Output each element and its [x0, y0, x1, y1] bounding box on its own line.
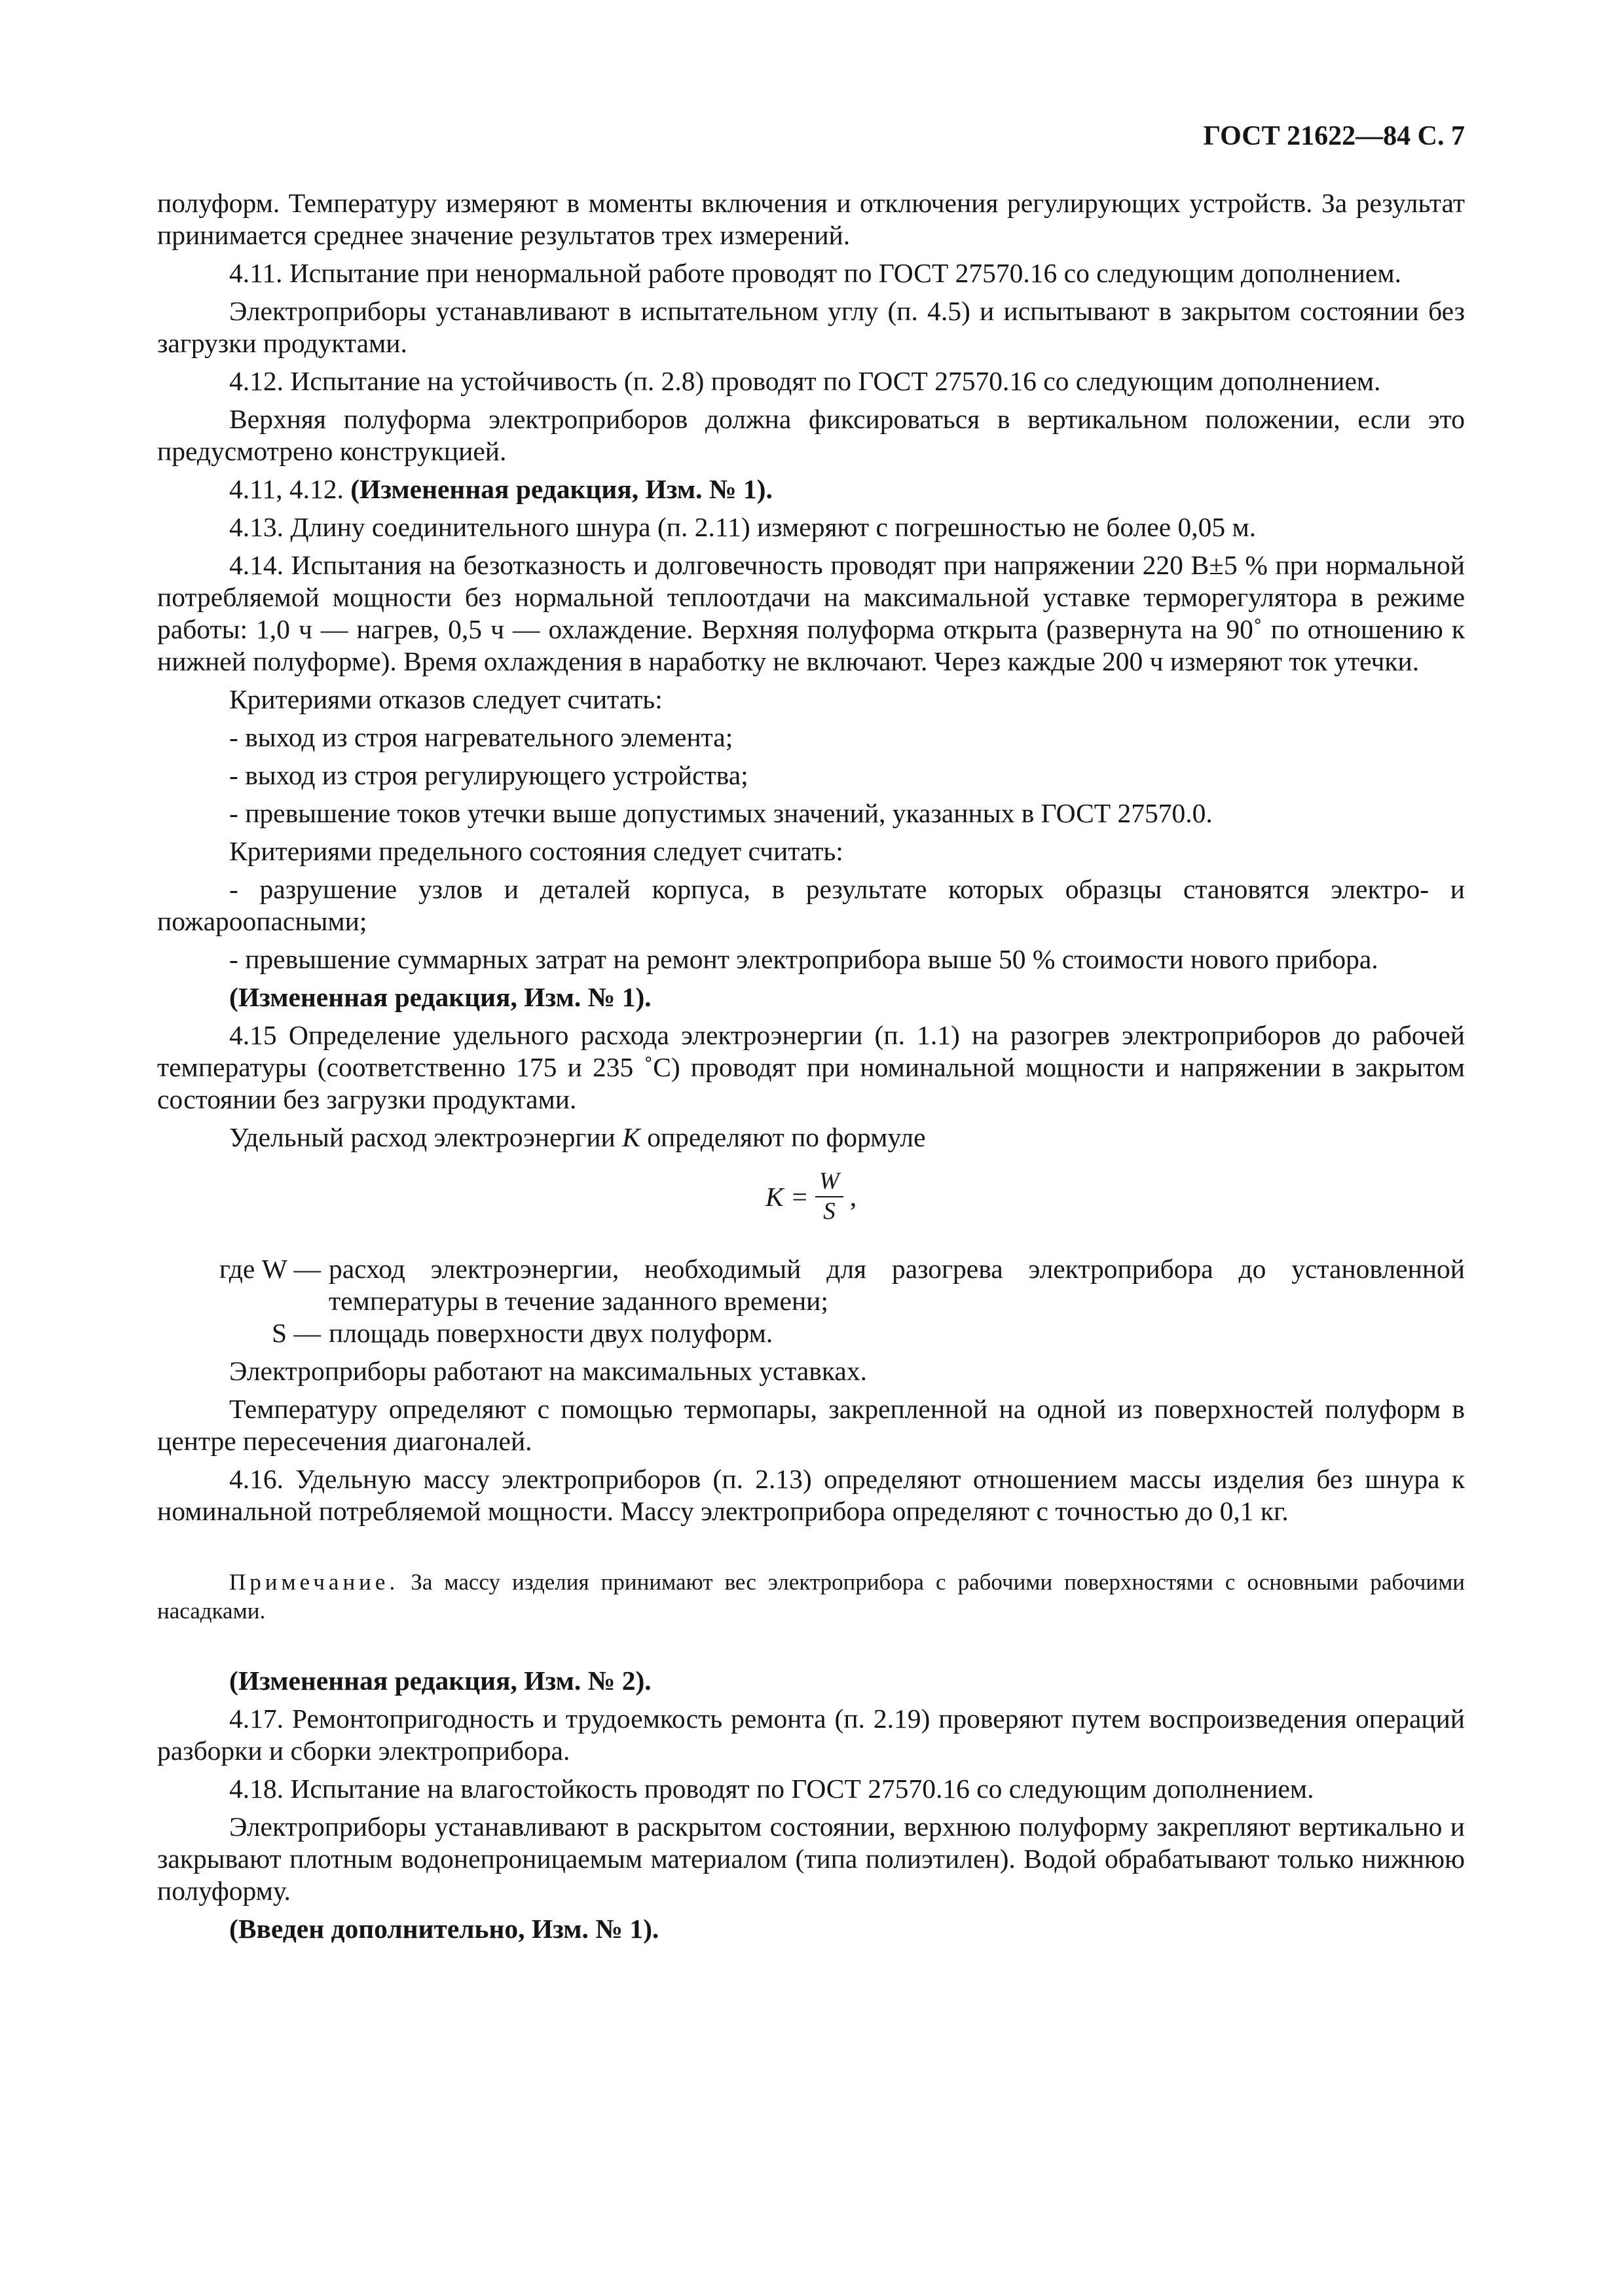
list-item: - выход из строя нагревательного элемента;	[229, 722, 733, 752]
legend-row-w	[157, 1253, 1465, 1317]
paragraph	[157, 1121, 1465, 1154]
legend-symbol-s: S —	[272, 1318, 321, 1348]
page-header: ГОСТ 21622—84 С. 7	[1203, 121, 1465, 151]
formula	[157, 1156, 1465, 1237]
formula-lhs: K =	[765, 1181, 809, 1212]
formula-intro: Удельный расход электроэнергии	[229, 1122, 616, 1152]
amendment-text: (Измененная редакция, Изм. № 1).	[229, 982, 652, 1012]
paragraph: Верхняя полуформа электроприборов должна фиксироваться в вертикальном положении, если это предусмотрено конструкцией.	[157, 404, 1465, 466]
formula-legend	[157, 1253, 1465, 1349]
paragraph: Температуру определяют с помощью термопары, закрепленной на одной из поверхностей полуформ в центре пересечения диагоналей.	[157, 1394, 1465, 1456]
list-item: - выход из строя регулирующего устройства;	[229, 760, 748, 790]
formula-intro-tail: определяют по формуле	[647, 1122, 926, 1152]
clause-4-13: 4.13. Длину соединительного шнура (п. 2.11) измеряют с погрешностью не более 0,05 м.	[229, 512, 1257, 542]
document-body	[157, 187, 1465, 1951]
paragraph: полуформ. Температуру измеряют в моменты включения и отключения регулирующих устройств. За результат принимается среднее значение результатов трех измерений.	[157, 188, 1465, 250]
formula-denominator: S	[823, 1198, 836, 1225]
amendment-text: (Введен дополнительно, Изм. № 1).	[229, 1914, 659, 1944]
formula-comma: ,	[849, 1181, 857, 1212]
clause-4-11: 4.11. Испытание при ненормальной работе проводят по ГОСТ 27570.16 со следующим дополнением.	[229, 258, 1401, 288]
clause-4-16: 4.16. Удельную массу электроприборов (п. 2.13) определяют отношением массы изделия без шнура к номинальной потребляемой мощности. Массу электроприбора определяют с точностью до 0,1 кг.	[157, 1464, 1465, 1526]
note	[157, 1568, 1465, 1626]
amendment-note	[157, 1913, 1465, 1945]
clause-4-18: 4.18. Испытание на влагостойкость проводят по ГОСТ 27570.16 со следующим дополнением.	[229, 1774, 1314, 1804]
paragraph: Электроприборы работают на максимальных уставках.	[229, 1356, 867, 1386]
paragraph: Электроприборы устанавливают в испытательном углу (п. 4.5) и испытывают в закрытом состоянии без загрузки продуктами.	[157, 296, 1465, 358]
note-label: Примечание.	[229, 1569, 399, 1595]
paragraph: Критериями отказов следует считать:	[229, 684, 663, 714]
legend-row-s	[157, 1317, 1465, 1349]
amendment-note	[157, 1665, 1465, 1697]
clause-4-12: 4.12. Испытание на устойчивость (п. 2.8) проводят по ГОСТ 27570.16 со следующим дополнением.	[229, 366, 1381, 396]
amendment-text: (Измененная редакция, Изм. № 2).	[229, 1666, 652, 1696]
clause-refs: 4.11, 4.12.	[229, 474, 344, 504]
list-item: - превышение суммарных затрат на ремонт электроприбора выше 50 % стоимости нового прибора.	[229, 944, 1378, 974]
legend-symbol-w: где W —	[219, 1254, 321, 1284]
list-item: - разрушение узлов и деталей корпуса, в результате которых образцы становятся электро- и пожароопасными;	[157, 874, 1465, 936]
list-item: - превышение токов утечки выше допустимых значений, указанных в ГОСТ 27570.0.	[229, 798, 1213, 828]
note-text: За массу изделия принимают вес электроприбора с рабочими поверхностями с основными рабочими насадками.	[157, 1569, 1465, 1624]
formula-fraction	[815, 1167, 843, 1226]
paragraph: Критериями предельного состояния следует считать:	[229, 836, 843, 866]
amendment-note	[157, 981, 1465, 1013]
clause-4-14: 4.14. Испытания на безотказность и долговечность проводят при напряжении 220 В±5 % при нормальной потребляемой мощности без нормальной теплоотдачи на максимальной уставке терморегулятора в режиме работы: 1,0 ч — нагрев, 0,5 ч — охлаждение. Верхняя полуформа открыта (развернута на 90˚ по отношению к нижней полуформе). Время охлаждения в наработку не включают. Через каждые 200 ч измеряют ток утечки.	[157, 550, 1465, 676]
paragraph: Электроприборы устанавливают в раскрытом состоянии, верхнюю полуформу закрепляют вертикально и закрывают плотным водонепроницаемым материалом (типа полиэтилен). Водой обрабатывают только нижнюю полуформу.	[157, 1812, 1465, 1906]
clause-4-17: 4.17. Ремонтопригодность и трудоемкость ремонта (п. 2.19) проверяют путем воспроизведения операций разборки и сборки электроприбора.	[157, 1704, 1465, 1766]
legend-desc-s: площадь поверхности двух полуформ.	[329, 1318, 773, 1348]
symbol-k: K	[622, 1122, 640, 1152]
amendment-note	[157, 473, 1465, 505]
amendment-text: (Измененная редакция, Изм. № 1).	[350, 474, 773, 504]
clause-4-15: 4.15 Определение удельного расхода электроэнергии (п. 1.1) на разогрев электроприборов до рабочей температуры (соответственно 175 и 235 ˚С) проводят при номинальной мощности и напряжении в закрытом состоянии без загрузки продуктами.	[157, 1020, 1465, 1114]
formula-numerator: W	[815, 1167, 843, 1197]
legend-desc-w: расход электроэнергии, необходимый для разогрева электроприбора до установленной температуры в течение заданного времени;	[329, 1254, 1465, 1316]
